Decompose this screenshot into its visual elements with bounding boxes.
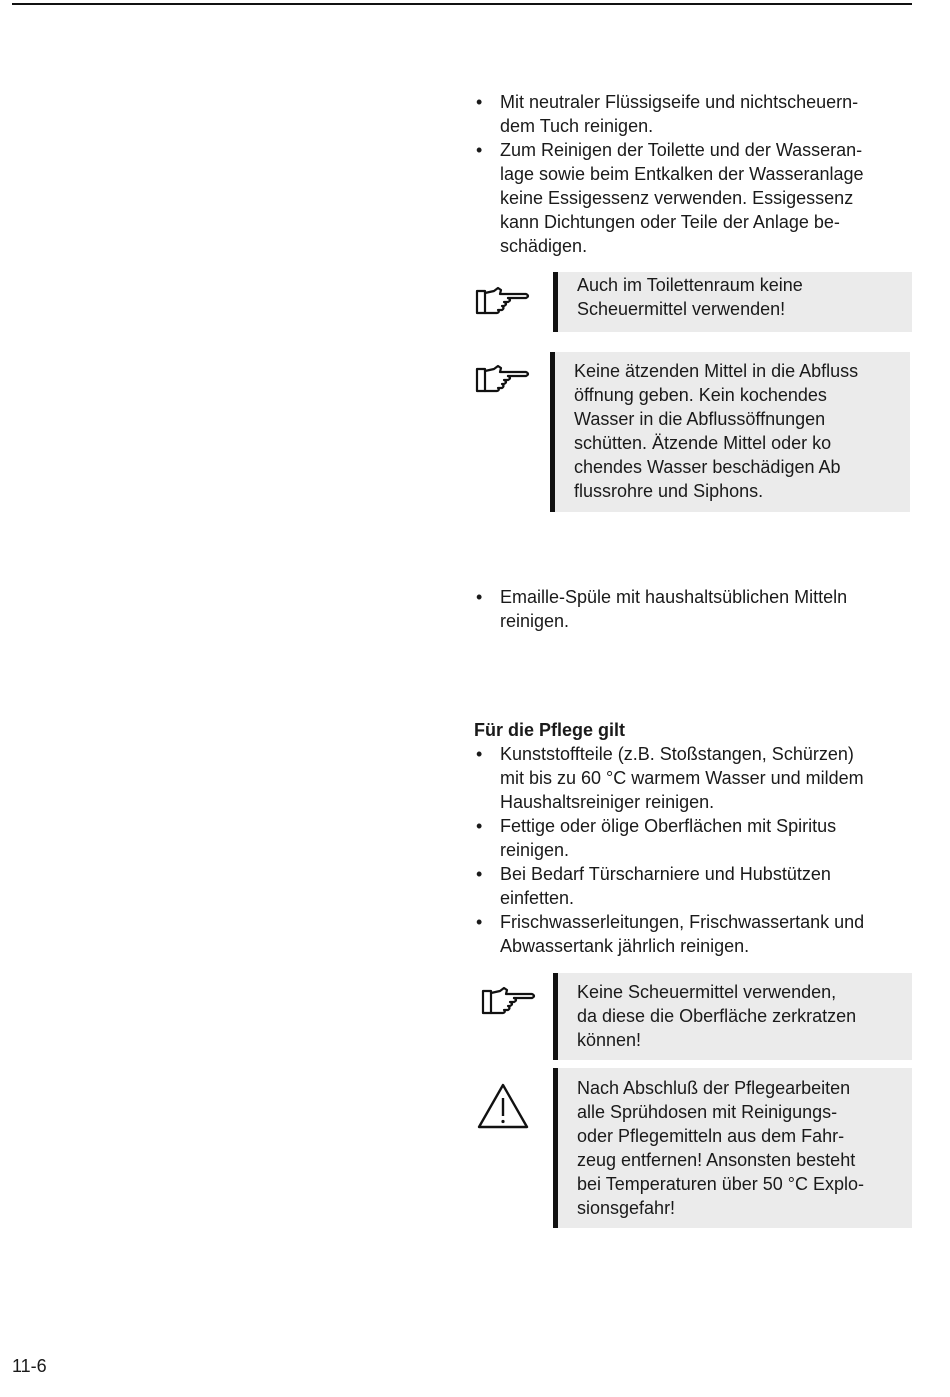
pointing-hand-icon [480,982,540,1022]
bullet: • [476,140,483,160]
note-warning [474,1068,912,1228]
note-box [553,272,912,332]
pointing-hand-icon [474,282,534,322]
list-item [474,90,914,138]
list-item-text: Frischwasserleitungen, Frischwassertank und Abwassertank jährlich reinigen. [500,912,865,956]
list-item [474,862,914,910]
pointing-hand-icon [474,360,534,400]
list-item-text: Bei Bedarf Türscharniere und Hubstützen einfetten. [500,864,831,908]
list-item [474,910,914,958]
list-item-text: Fettige oder ölige Oberflächen mit Spiritus reinigen. [500,816,837,860]
list-item-text: Kunststoffteile (z.B. Stoßstangen, Schürzen) mit bis zu 60 °C warmem Wasser und mildem Haushaltsreiniger reinigen. [500,744,864,812]
warning-triangle-icon [476,1082,530,1130]
note-box [553,973,912,1060]
note-box [553,1068,912,1228]
bullet: • [476,864,483,884]
bullet: • [476,744,483,764]
note-scratch [474,973,912,1060]
list-item [474,585,914,633]
note-text: Auch im Toilettenraum keine Scheuermittel verwenden! [577,275,803,319]
note-drain [474,352,912,512]
note-toilet [474,272,912,332]
bullet: • [476,92,483,112]
note-text: Keine ätzenden Mittel in die Abfluss öffnung geben. Kein kochendes Wasser in die Abflussöffnungen schütten. Ätzende Mittel oder ko chendes Wasser beschädigen Ab flussrohre und Siphons. [574,361,859,501]
page-number: 11-6 [12,1356,47,1376]
bullet: • [476,587,483,607]
list-item [474,138,914,258]
list-item [474,742,914,814]
list-item-text: Emaille-Spüle mit haushaltsüblichen Mitteln reinigen. [500,587,848,631]
care-list [474,742,914,958]
list-item [474,814,914,862]
bullet: • [476,816,483,836]
sink-list [474,585,914,633]
bullet: • [476,912,483,932]
note-text: Nach Abschluß der Pflegearbeiten alle Sprühdosen mit Reinigungs- oder Pflegemitteln aus dem Fahr- zeug entfernen! Ansonsten besteht bei Temperaturen über 50 °C Explo- sionsgefahr! [577,1078,865,1218]
list-item-text: Zum Reinigen der Toilette und der Wasseran- lage sowie beim Entkalken der Wasseranlage keine Essigessenz verwenden. Essigessenz kann Dichtungen oder Teile der Anlage be- schädigen. [500,140,864,256]
note-box [550,352,910,512]
list-item-text: Mit neutraler Flüssigseife und nichtscheuern- dem Tuch reinigen. [500,92,859,136]
top-rule [12,3,912,5]
cleaning-list [474,90,914,258]
note-text: Keine Scheuermittel verwenden, da diese die Oberfläche zerkratzen können! [577,982,857,1050]
section-heading: Für die Pflege gilt [474,720,626,740]
